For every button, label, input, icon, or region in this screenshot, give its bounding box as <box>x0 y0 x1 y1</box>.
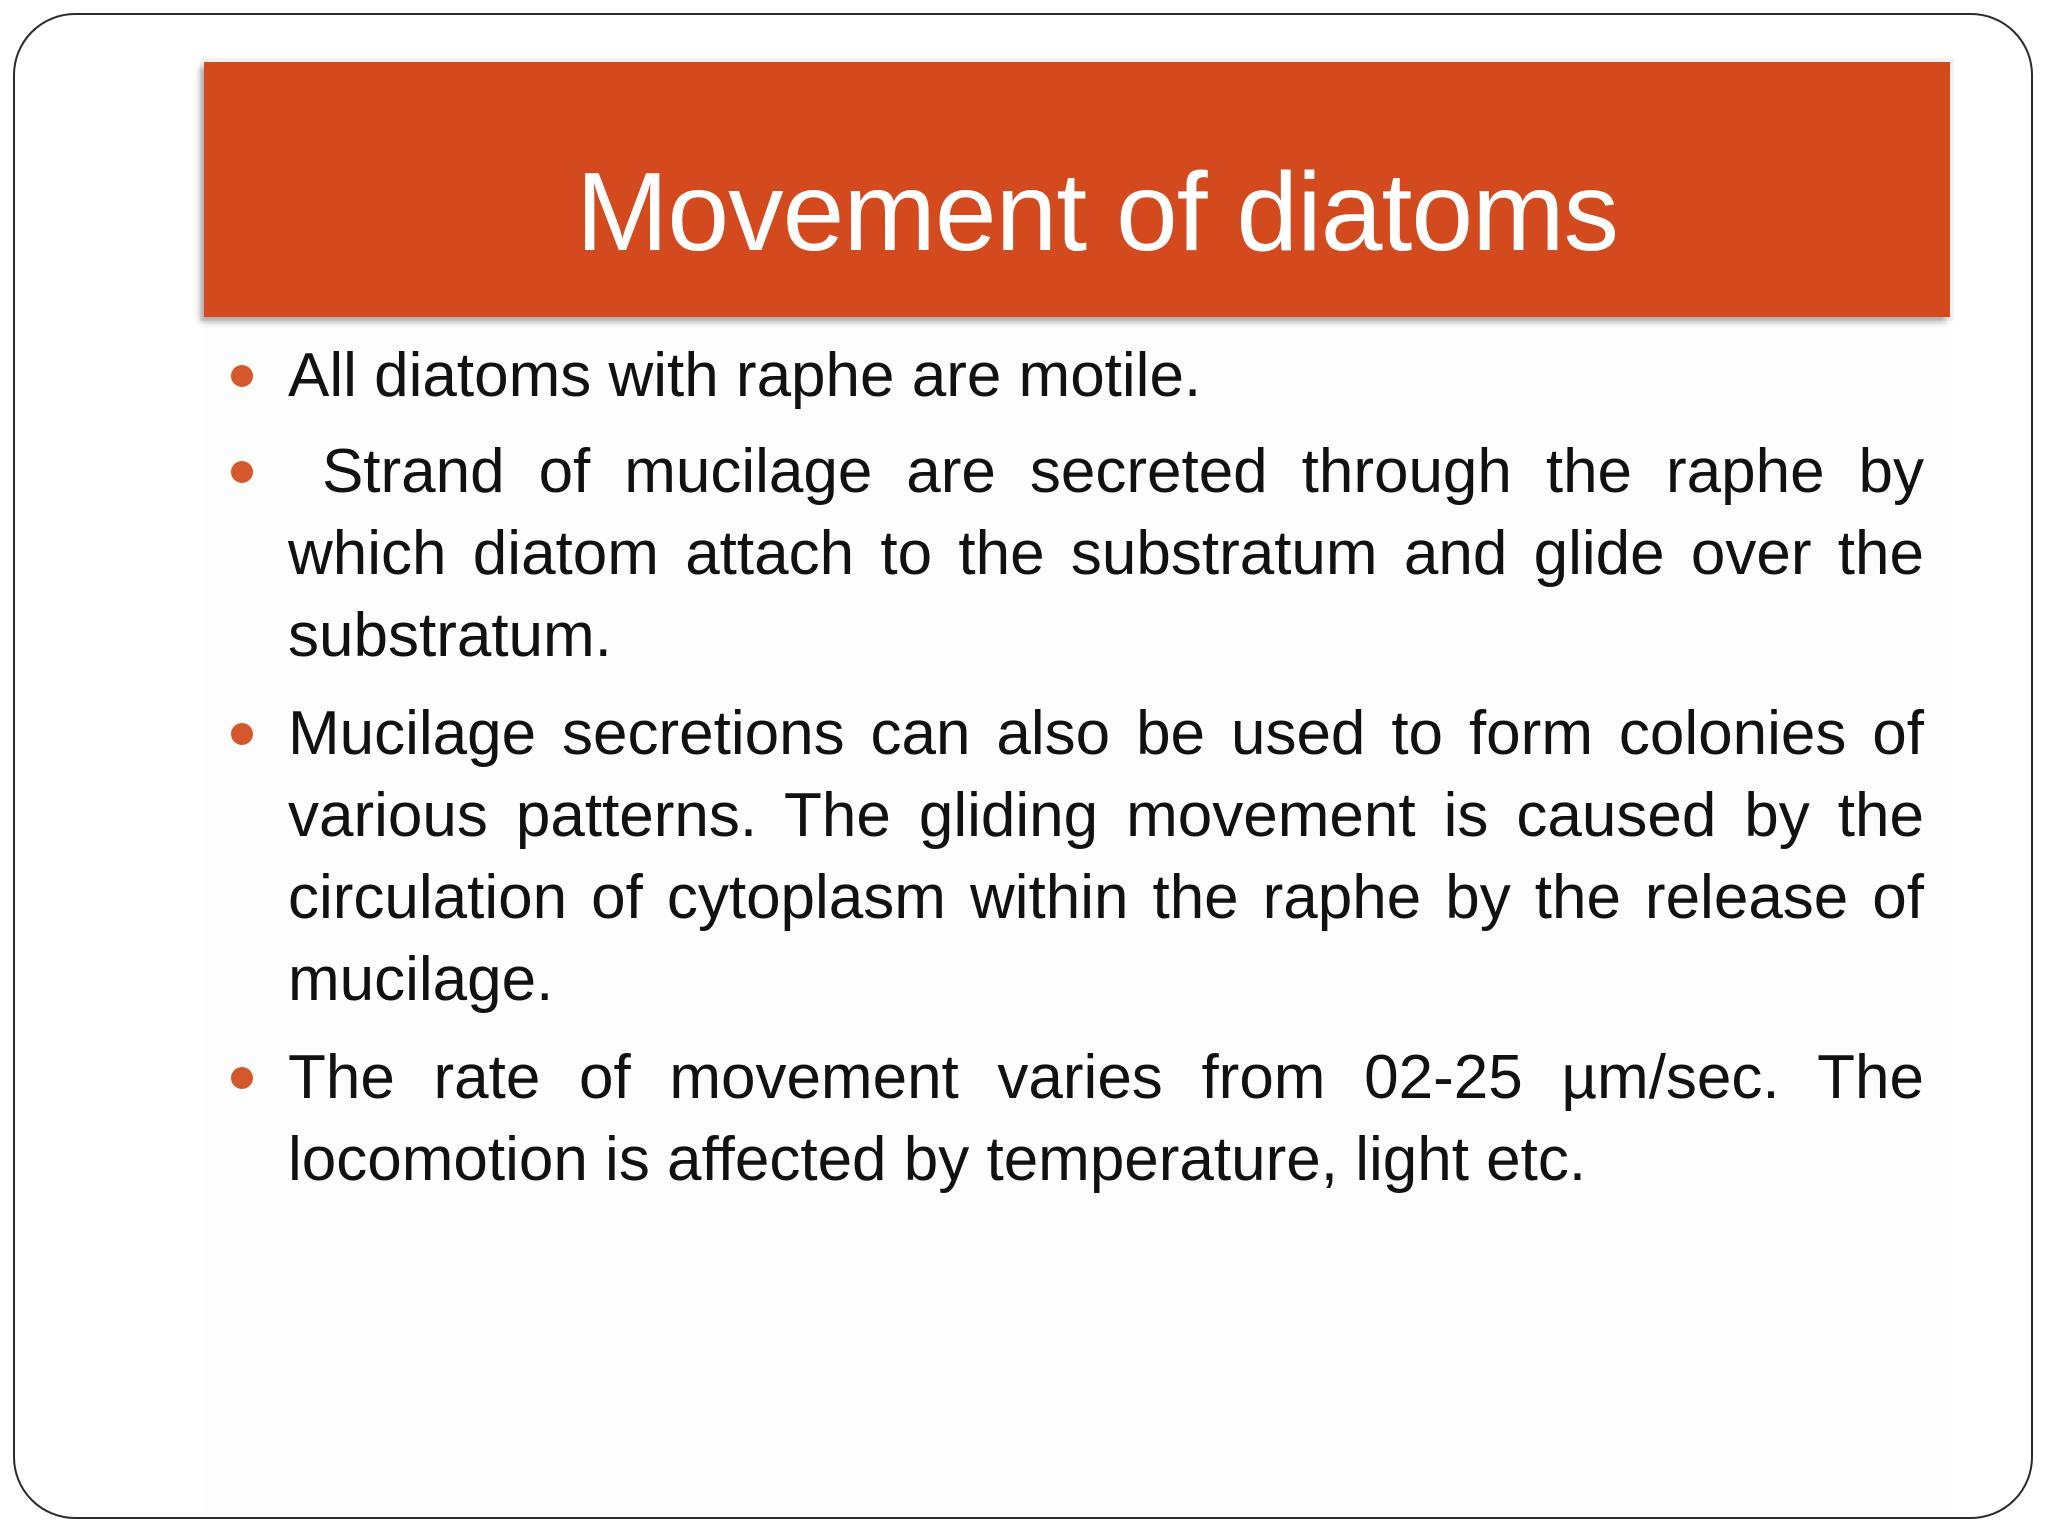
bullet-item <box>288 335 1924 417</box>
bullet-list <box>288 335 1924 1217</box>
bullet-item <box>288 1037 1924 1201</box>
bullet-text: Mucilage secretions can also be used to form colonies of various patterns. The gliding movement is caused by the circulation of cytoplasm within the raphe by the release of mucilage. <box>288 699 1924 1014</box>
bullet-dot-icon <box>231 365 253 387</box>
title-banner <box>204 62 1950 317</box>
bullet-item <box>288 693 1924 1021</box>
bullet-text: The rate of movement varies from 02-25 µm/sec. The locomotion is affected by temperature, light etc. <box>288 1043 1924 1194</box>
bullet-text: All diatoms with raphe are motile. <box>288 341 1202 410</box>
slide-title: Movement of diatoms <box>575 149 1619 274</box>
bullet-dot-icon <box>231 723 253 745</box>
bullet-dot-icon <box>231 461 253 483</box>
bullet-text: Strand of mucilage are secreted through the raphe by which diatom attach to the substratum and glide over the substratum. <box>288 437 1924 670</box>
bullet-dot-icon <box>231 1067 253 1089</box>
bullet-item <box>288 431 1924 677</box>
